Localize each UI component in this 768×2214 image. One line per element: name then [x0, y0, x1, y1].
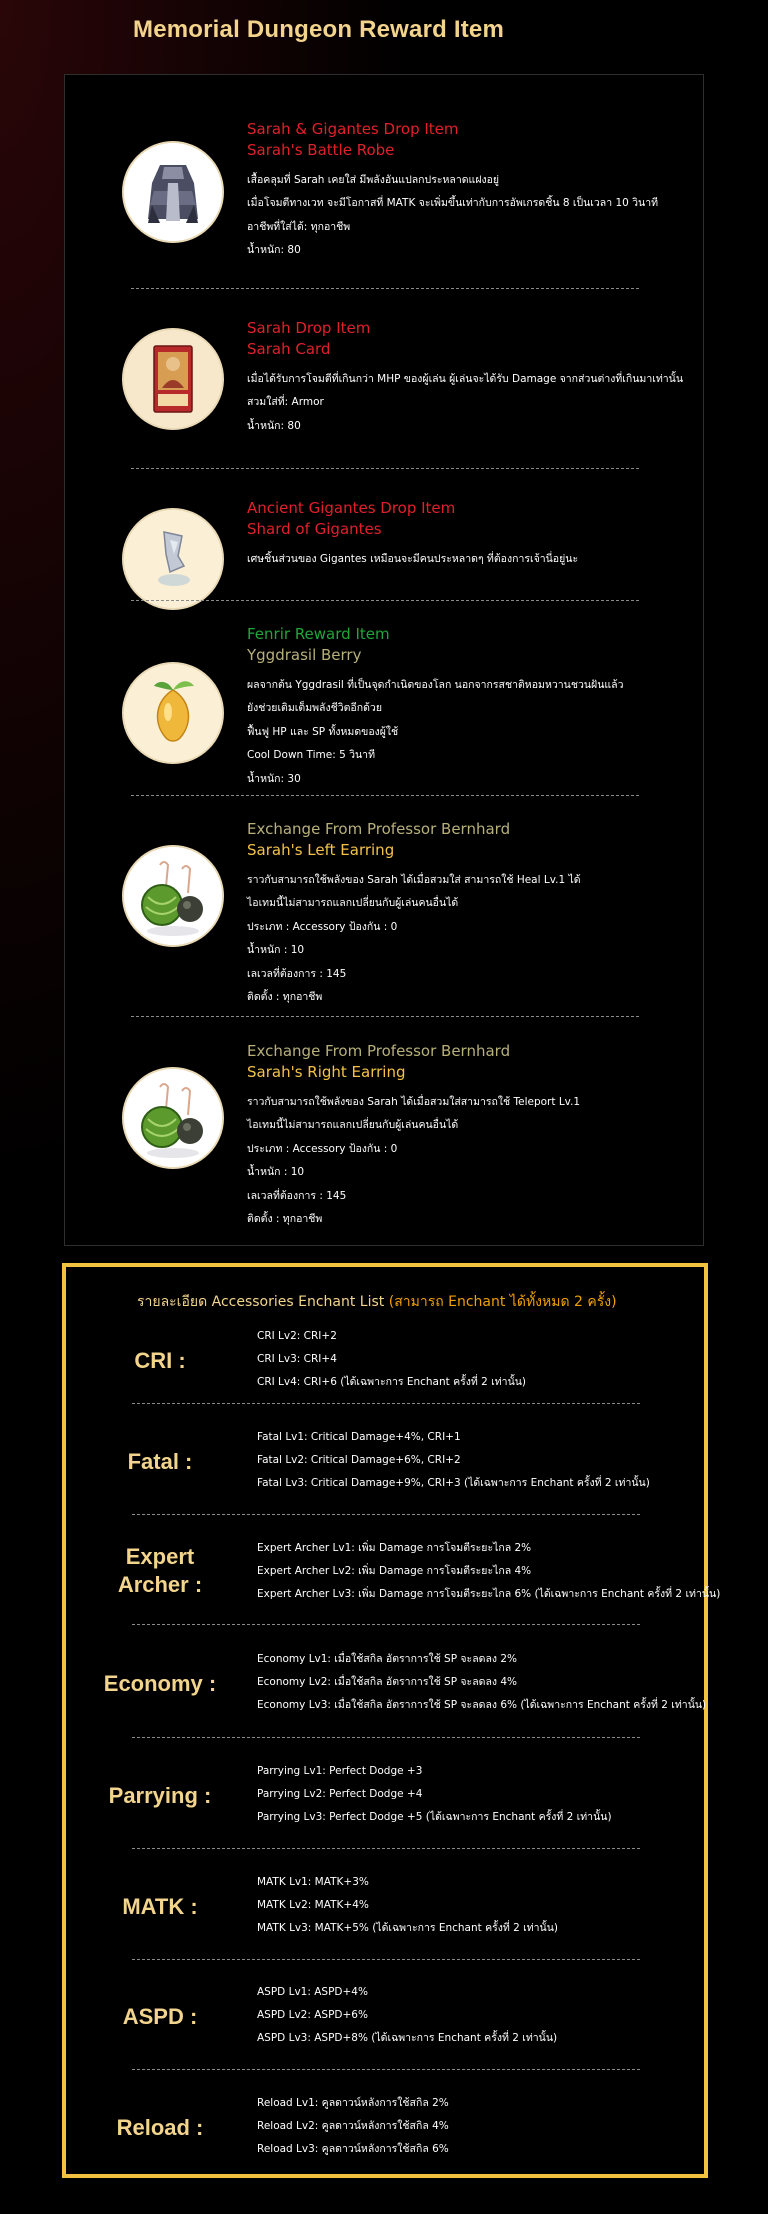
divider	[131, 1016, 639, 1017]
item-desc-line: ประเภท : Accessory ป้องกัน : 0	[247, 920, 398, 933]
divider	[132, 1403, 640, 1404]
item-desc-line: ผลจากต้น Yggdrasil ที่เป็นจุดกำเนิดของโลก นอกจากรสชาติหอมหวานชวนฝันแล้ว	[247, 679, 624, 691]
divider	[132, 1959, 640, 1960]
enchant-line: Parrying Lv2: Perfect Dodge +4	[257, 1788, 423, 1800]
enchant-line: MATK Lv1: MATK+3%	[257, 1876, 369, 1888]
item-category: Fenrir Reward Item	[247, 625, 390, 643]
item-category: Sarah Drop Item	[247, 319, 371, 337]
earring-icon	[124, 847, 222, 945]
divider	[131, 795, 639, 796]
enchant-header-note: (สามารถ Enchant ได้ทั้งหมด 2 ครั้ง)	[388, 1294, 617, 1310]
divider	[131, 468, 639, 469]
earring-icon	[124, 1069, 222, 1167]
enchant-line: MATK Lv2: MATK+4%	[257, 1899, 369, 1911]
enchant-name: Parrying :	[108, 1783, 212, 1808]
item-category: Ancient Gigantes Drop Item	[247, 499, 456, 517]
enchant-line: Economy Lv1: เมื่อใช้สกิล อัตราการใช้ SP จะลดลง 2%	[257, 1653, 517, 1665]
item-desc-line: เมื่อโจมตีทางเวท จะมีโอกาสที่ MATK จะเพิ่มขึ้นเท่ากับการอัพเกรดชิ้น 8 เป็นเวลา 10 วินาที	[247, 197, 659, 210]
item-desc-line: เมื่อได้รับการโจมตีที่เกินกว่า MHP ของผู้เล่น ผู้เล่นจะได้รับ Damage จากส่วนต่างที่เกินมาเท่านั้น	[247, 373, 683, 385]
enchant-line: Fatal Lv3: Critical Damage+9%, CRI+3 (ได้เฉพาะการ Enchant ครั้งที่ 2 เท่านั้น)	[257, 1477, 650, 1489]
enchant-line: Fatal Lv1: Critical Damage+4%, CRI+1	[257, 1431, 461, 1443]
enchant-name: Economy :	[103, 1671, 217, 1696]
enchant-line: Economy Lv2: เมื่อใช้สกิล อัตราการใช้ SP จะลดลง 4%	[257, 1676, 517, 1688]
item-desc-line: เลเวลที่ต้องการ : 145	[247, 967, 347, 980]
enchant-line: CRI Lv2: CRI+2	[257, 1330, 337, 1342]
item-category: Sarah & Gigantes Drop Item	[247, 120, 459, 138]
divider	[131, 288, 639, 289]
item-desc-line: เศษชิ้นส่วนของ Gigantes เหมือนจะมีคนประหลาดๆ ที่ต้องการเจ้านี่อยู่นะ	[247, 553, 579, 565]
divider	[132, 1737, 640, 1738]
enchant-line: Parrying Lv3: Perfect Dodge +5 (ได้เฉพาะการ Enchant ครั้งที่ 2 เท่านั้น)	[257, 1811, 612, 1823]
item-name: Sarah's Right Earring	[247, 1063, 406, 1081]
enchant-line: Fatal Lv2: Critical Damage+6%, CRI+2	[257, 1454, 461, 1466]
item-desc-line: น้ำหนัก: 30	[247, 772, 301, 785]
enchant-line: ASPD Lv1: ASPD+4%	[257, 1986, 368, 1998]
item-name: Sarah's Left Earring	[247, 841, 395, 859]
enchant-line: Economy Lv3: เมื่อใช้สกิล อัตราการใช้ SP จะลดลง 6% (ได้เฉพาะการ Enchant ครั้งที่ 2 เท่านั้น)	[257, 1699, 707, 1711]
divider	[132, 1848, 640, 1849]
enchant-name: CRI :	[134, 1348, 186, 1373]
item-name: Sarah's Battle Robe	[247, 141, 395, 159]
item-desc-line: เสื้อคลุมที่ Sarah เคยใส่ มีพลังอันแปลกประหลาดแฝงอยู่	[247, 174, 500, 186]
enchant-line: Reload Lv2: คูลดาวน์หลังการใช้สกิล 4%	[257, 2120, 449, 2132]
item-desc-line: อาชีพที่ใส่ได้: ทุกอาชีพ	[247, 220, 351, 233]
divider	[132, 2069, 640, 2070]
enchant-line: Expert Archer Lv2: เพิ่ม Damage การโจมตีระยะไกล 4%	[257, 1565, 532, 1577]
enchant-line: Reload Lv1: คูลดาวน์หลังการใช้สกิล 2%	[257, 2097, 449, 2109]
enchant-line: Parrying Lv1: Perfect Dodge +3	[257, 1765, 423, 1777]
item-desc-line: เลเวลที่ต้องการ : 145	[247, 1189, 347, 1202]
item-desc-line: ติดตั้ง : ทุกอาชีพ	[247, 991, 323, 1004]
enchant-line: ASPD Lv2: ASPD+6%	[257, 2009, 368, 2021]
enchant-name: Expert Archer :	[117, 1544, 203, 1597]
divider	[132, 1624, 640, 1625]
enchant-line: ASPD Lv3: ASPD+8% (ได้เฉพาะการ Enchant ครั้งที่ 2 เท่านั้น)	[257, 2032, 558, 2044]
item-name: Sarah Card	[247, 340, 331, 358]
item-desc-line: น้ำหนัก : 10	[247, 1166, 305, 1179]
battle-robe-icon	[124, 143, 222, 241]
enchant-line: Expert Archer Lv3: เพิ่ม Damage การโจมตีระยะไกล 6% (ได้เฉพาะการ Enchant ครั้งที่ 2 เท่านั้น)	[257, 1588, 721, 1600]
item-desc-line: ราวกับสามารถใช้พลังของ Sarah ได้เมื่อสวมใส่สามารถใช้ Teleport Lv.1	[247, 1096, 581, 1108]
enchant-list-panel	[62, 1263, 721, 2178]
reward-items-panel	[64, 74, 704, 1246]
item-desc-line: ติดตั้ง : ทุกอาชีพ	[247, 1213, 323, 1226]
page-title: Memorial Dungeon Reward Item	[133, 16, 504, 43]
item-desc-line: น้ำหนัก: 80	[247, 419, 301, 432]
item-desc-line: Cool Down Time: 5 วินาที	[247, 749, 376, 762]
item-desc-line: ไอเทมนี้ไม่สามารถแลกเปลี่ยนกับผู้เล่นคนอื่นได้	[247, 897, 459, 910]
enchant-header	[137, 1291, 617, 1313]
enchant-name: ASPD :	[122, 2004, 198, 2029]
divider	[132, 1514, 640, 1515]
enchant-name: MATK :	[122, 1894, 198, 1919]
enchant-line: CRI Lv4: CRI+6 (ได้เฉพาะการ Enchant ครั้งที่ 2 เท่านั้น)	[257, 1376, 527, 1388]
item-desc-line: น้ำหนัก: 80	[247, 244, 301, 257]
item-desc-line: ยังช่วยเติมเต็มพลังชีวิตอีกด้วย	[247, 702, 382, 715]
item-category: Exchange From Professor Bernhard	[247, 820, 511, 838]
item-desc-line: ประเภท : Accessory ป้องกัน : 0	[247, 1142, 398, 1155]
enchant-line: CRI Lv3: CRI+4	[257, 1353, 337, 1365]
item-desc-line: ฟื้นฟู HP และ SP ทั้งหมดของผู้ใช้	[247, 725, 399, 738]
enchant-header-title: รายละเอียด Accessories Enchant List	[137, 1294, 389, 1310]
item-name: Yggdrasil Berry	[247, 646, 362, 664]
divider	[131, 600, 639, 601]
enchant-line: Expert Archer Lv1: เพิ่ม Damage การโจมตีระยะไกล 2%	[257, 1542, 532, 1554]
item-desc-line: ไอเทมนี้ไม่สามารถแลกเปลี่ยนกับผู้เล่นคนอื่นได้	[247, 1119, 459, 1132]
enchant-name: Reload :	[116, 2115, 204, 2140]
berry-icon	[124, 664, 222, 762]
item-desc-line: ราวกับสามารถใช้พลังของ Sarah ได้เมื่อสวมใส่ สามารถใช้ Heal Lv.1 ได้	[247, 874, 581, 886]
enchant-name: Fatal :	[127, 1449, 193, 1474]
card-icon	[124, 330, 222, 428]
enchant-line: MATK Lv3: MATK+5% (ได้เฉพาะการ Enchant ครั้งที่ 2 เท่านั้น)	[257, 1922, 559, 1934]
item-desc-line: น้ำหนัก : 10	[247, 944, 305, 957]
item-name: Shard of Gigantes	[247, 520, 382, 538]
item-desc-line: สวมใส่ที่: Armor	[247, 396, 324, 409]
enchant-line: Reload Lv3: คูลดาวน์หลังการใช้สกิล 6%	[257, 2143, 449, 2155]
item-category: Exchange From Professor Bernhard	[247, 1042, 511, 1060]
shard-icon	[124, 510, 222, 608]
